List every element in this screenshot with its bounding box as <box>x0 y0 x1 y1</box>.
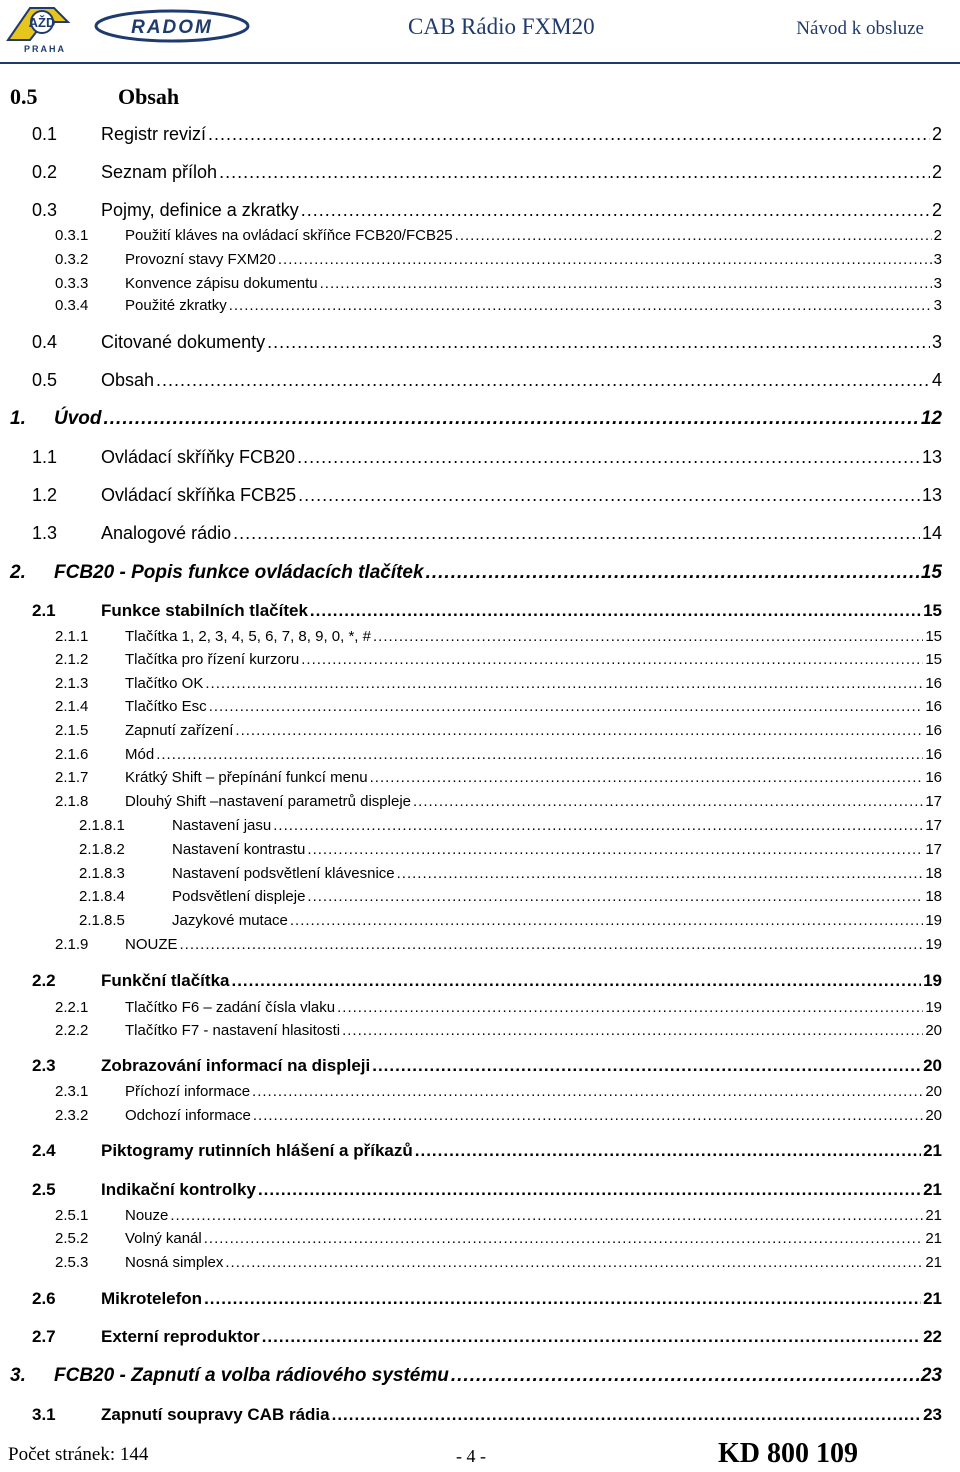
toc-page-number: 12 <box>920 408 942 429</box>
document-code: KD 800 109 <box>718 1438 858 1469</box>
dot-leader <box>320 275 932 292</box>
toc-entry[interactable] <box>32 1327 942 1347</box>
toc-title: Příchozí informace <box>125 1083 251 1100</box>
toc-page-number: 22 <box>923 1327 942 1346</box>
page-count: Počet stránek: 144 <box>8 1444 149 1465</box>
dot-leader <box>342 1022 923 1039</box>
toc-page-number: 15 <box>920 562 942 583</box>
toc-entry[interactable] <box>55 999 942 1016</box>
dot-leader <box>298 485 920 506</box>
toc-entry[interactable] <box>55 251 942 268</box>
dot-leader <box>205 675 923 692</box>
dot-leader <box>235 722 923 739</box>
toc-number: 2.1.2 <box>55 651 89 668</box>
toc-entry[interactable] <box>55 746 942 763</box>
toc-title: Odchozí informace <box>125 1107 251 1124</box>
toc-number: 0.3 <box>32 200 58 220</box>
toc-entry[interactable] <box>55 628 942 645</box>
toc-entry[interactable] <box>55 1022 942 1039</box>
toc-entry[interactable] <box>32 1405 942 1425</box>
toc-entry[interactable] <box>10 1365 942 1387</box>
dot-leader <box>426 562 919 584</box>
toc-number: 2.1.1 <box>55 628 89 645</box>
svg-text:PRAHA: PRAHA <box>24 44 67 54</box>
toc-title: Indikační kontrolky <box>101 1180 256 1199</box>
dot-leader <box>337 999 923 1016</box>
dot-leader <box>209 698 924 715</box>
toc-title: Tlačítka pro řízení kurzoru <box>125 651 300 668</box>
toc-page-number: 19 <box>923 971 942 990</box>
toc-number: 2.3 <box>32 1056 56 1075</box>
toc-page-number: 16 <box>925 675 942 692</box>
toc-title: Tlačítko Esc <box>125 698 207 715</box>
dot-leader <box>301 651 923 668</box>
toc-title: Externí reproduktor <box>101 1327 260 1346</box>
toc-page-number: 18 <box>925 888 942 905</box>
toc-page-number: 16 <box>925 769 942 786</box>
toc-page-number: 21 <box>923 1141 942 1160</box>
toc-title: Analogové rádio <box>101 523 232 543</box>
svg-text:AŽD: AŽD <box>28 15 56 30</box>
toc-entry[interactable] <box>55 1254 942 1271</box>
toc-entry[interactable] <box>55 1230 942 1247</box>
section-title: Obsah <box>118 84 180 109</box>
toc-entry[interactable] <box>55 769 942 786</box>
toc-title: Funkční tlačítka <box>101 971 230 990</box>
toc-number: 2.1.8.1 <box>79 817 125 834</box>
toc-entry[interactable] <box>32 162 942 183</box>
toc-entry[interactable] <box>32 1141 942 1161</box>
toc-entry[interactable] <box>79 865 942 882</box>
section-heading <box>10 84 179 110</box>
dot-leader <box>204 1289 921 1309</box>
toc-entry[interactable] <box>55 1207 942 1224</box>
toc-entry[interactable] <box>32 332 942 353</box>
toc-number: 2.5.2 <box>55 1230 89 1247</box>
toc-number: 2.1.8 <box>55 793 89 810</box>
dot-leader <box>262 1327 921 1347</box>
toc-number: 2.5 <box>32 1180 56 1199</box>
toc-number: 1.2 <box>32 485 58 505</box>
toc-page-number: 21 <box>923 1289 942 1308</box>
toc-number: 2.1.9 <box>55 936 89 953</box>
toc-title: Dlouhý Shift –nastavení parametrů displeje <box>125 793 411 810</box>
toc-page-number: 23 <box>923 1405 942 1424</box>
toc-number: 3.1 <box>32 1405 56 1424</box>
toc-title: Tlačítko OK <box>125 675 204 692</box>
toc-title: Nastavení podsvětlení klávesnice <box>172 865 395 882</box>
toc-page-number: 16 <box>925 722 942 739</box>
dot-leader <box>451 1365 919 1387</box>
toc-title: Nastavení kontrastu <box>172 841 306 858</box>
toc-title: Nastavení jasu <box>172 817 272 834</box>
dot-leader <box>231 971 921 991</box>
toc-title: Konvence zápisu dokumentu <box>125 275 318 292</box>
dot-leader <box>253 1107 923 1124</box>
toc-title: Krátký Shift – přepínání funkcí menu <box>125 769 368 786</box>
toc-page-number: 19 <box>925 999 942 1016</box>
toc-entry[interactable] <box>55 275 942 292</box>
toc-entry[interactable] <box>32 124 942 145</box>
toc-title: Ovládací skříňka FCB25 <box>101 485 297 505</box>
toc-page-number: 21 <box>923 1180 942 1199</box>
toc-entry[interactable] <box>55 1083 942 1100</box>
toc-title: Citované dokumenty <box>101 332 266 352</box>
toc-title: Ovládací skříňky FCB20 <box>101 447 296 467</box>
toc-title: Zapnutí zařízení <box>125 722 234 739</box>
dot-leader <box>370 769 924 786</box>
toc-entry[interactable] <box>79 888 942 905</box>
dot-leader <box>301 200 930 221</box>
toc-number: 3. <box>10 1365 26 1386</box>
toc-page-number: 20 <box>925 1107 942 1124</box>
toc-number: 2.1.8.3 <box>79 865 125 882</box>
toc-page-number: 3 <box>933 297 942 314</box>
toc-number: 2.3.2 <box>55 1107 89 1124</box>
dot-leader <box>397 865 924 882</box>
toc-entry[interactable] <box>55 227 942 244</box>
dot-leader <box>373 628 923 645</box>
toc-title: Pojmy, definice a zkratky <box>101 200 299 220</box>
toc-number: 0.3.4 <box>55 297 89 314</box>
toc-page-number: 15 <box>923 601 942 620</box>
dot-leader <box>219 162 930 183</box>
toc-number: 1. <box>10 408 26 429</box>
toc-title: Tlačítko F7 - nastavení hlasitosti <box>125 1022 341 1039</box>
dot-leader <box>180 936 924 953</box>
toc-page-number: 20 <box>925 1022 942 1039</box>
toc-number: 2. <box>10 562 26 583</box>
toc-number: 2.1.5 <box>55 722 89 739</box>
toc-title: Nosná simplex <box>125 1254 224 1271</box>
toc-entry[interactable] <box>32 447 942 468</box>
dot-leader <box>156 746 923 763</box>
toc-number: 2.6 <box>32 1289 56 1308</box>
dot-leader <box>170 1207 923 1224</box>
toc-page-number: 4 <box>931 370 942 390</box>
dot-leader <box>413 793 923 810</box>
toc-page-number: 17 <box>925 817 942 834</box>
toc-title: Provozní stavy FXM20 <box>125 251 276 268</box>
toc-page-number: 2 <box>931 124 942 144</box>
toc-title: Mód <box>125 746 155 763</box>
toc-page-number: 21 <box>925 1207 942 1224</box>
toc-entry[interactable] <box>10 562 942 584</box>
dot-leader <box>273 817 923 834</box>
dot-leader <box>332 1405 921 1425</box>
dot-leader <box>258 1180 921 1200</box>
toc-title: FCB20 - Zapnutí a volba rádiového systému <box>54 1365 449 1386</box>
dot-leader <box>267 332 930 353</box>
toc-number: 2.1.4 <box>55 698 89 715</box>
dot-leader <box>233 523 920 544</box>
toc-number: 2.1 <box>32 601 56 620</box>
document-title: CAB Rádio FXM20 <box>408 14 595 39</box>
dot-leader <box>208 124 930 145</box>
toc-number: 2.3.1 <box>55 1083 89 1100</box>
toc-page-number: 18 <box>925 865 942 882</box>
toc-entry[interactable] <box>10 408 942 430</box>
toc-page-number: 15 <box>925 628 942 645</box>
toc-number: 0.3.1 <box>55 227 89 244</box>
toc-page-number: 17 <box>925 841 942 858</box>
toc-entry[interactable] <box>32 1289 942 1309</box>
dot-leader <box>225 1254 923 1271</box>
toc-page-number: 3 <box>933 275 942 292</box>
toc-entry[interactable] <box>55 1107 942 1124</box>
toc-entry[interactable] <box>32 971 942 991</box>
toc-page-number: 16 <box>925 698 942 715</box>
page-number: - 4 - <box>456 1446 486 1466</box>
toc-page-number: 16 <box>925 746 942 763</box>
dot-leader <box>290 912 923 929</box>
toc-entry[interactable] <box>32 523 942 544</box>
azd-praha-logo <box>4 2 76 54</box>
toc-entry[interactable] <box>32 485 942 506</box>
dot-leader <box>372 1056 921 1076</box>
radom-logo <box>92 8 252 44</box>
dot-leader <box>104 408 919 430</box>
toc-title: Použití kláves na ovládací skříňce FCB20/FCB25 <box>125 227 453 244</box>
page-header <box>0 0 960 60</box>
toc-number: 2.7 <box>32 1327 56 1346</box>
toc-number: 0.3.3 <box>55 275 89 292</box>
toc-title: Použité zkratky <box>125 297 227 314</box>
dot-leader <box>252 1083 923 1100</box>
toc-number: 0.5 <box>32 370 58 390</box>
toc-page-number: 2 <box>931 200 942 220</box>
dot-leader <box>307 888 923 905</box>
toc-entry[interactable] <box>55 675 942 692</box>
toc-number: 0.2 <box>32 162 58 182</box>
toc-number: 2.5.3 <box>55 1254 89 1271</box>
toc-page-number: 14 <box>921 523 942 543</box>
dot-leader <box>204 1230 924 1247</box>
toc-entry[interactable] <box>55 297 942 314</box>
toc-number: 2.1.6 <box>55 746 89 763</box>
toc-entry[interactable] <box>79 841 942 858</box>
toc-title: Nouze <box>125 1207 169 1224</box>
toc-title: Tlačítka 1, 2, 3, 4, 5, 6, 7, 8, 9, 0, *, # <box>125 628 371 645</box>
toc-page-number: 3 <box>933 251 942 268</box>
dot-leader <box>229 297 932 314</box>
toc-entry[interactable] <box>79 912 942 929</box>
toc-page-number: 2 <box>933 227 942 244</box>
dot-leader <box>156 370 930 391</box>
toc-title: Obsah <box>101 370 155 390</box>
toc-entry[interactable] <box>79 817 942 834</box>
dot-leader <box>278 251 932 268</box>
toc-entry[interactable] <box>55 936 942 953</box>
toc-number: 0.3.2 <box>55 251 89 268</box>
toc-number: 2.1.7 <box>55 769 89 786</box>
toc-entry[interactable] <box>55 722 942 739</box>
toc-number: 2.4 <box>32 1141 56 1160</box>
toc-title: Zapnutí soupravy CAB rádia <box>101 1405 330 1424</box>
toc-title: FCB20 - Popis funkce ovládacích tlačítek <box>54 562 424 583</box>
toc-title: Registr revizí <box>101 124 207 144</box>
document-type: Návod k obsluze <box>796 18 924 39</box>
toc-page-number: 20 <box>923 1056 942 1075</box>
toc-title: Zobrazování informací na displeji <box>101 1056 371 1075</box>
toc-page-number: 13 <box>921 485 942 505</box>
toc-entry[interactable] <box>32 370 942 391</box>
toc-number: 2.5.1 <box>55 1207 89 1224</box>
toc-number: 1.1 <box>32 447 58 467</box>
toc-entry[interactable] <box>55 651 942 668</box>
toc-title: Podsvětlení displeje <box>172 888 306 905</box>
toc-page-number: 15 <box>925 651 942 668</box>
toc-number: 0.4 <box>32 332 58 352</box>
toc-page-number: 21 <box>925 1254 942 1271</box>
toc-number: 2.1.8.5 <box>79 912 125 929</box>
toc-title: Jazykové mutace <box>172 912 288 929</box>
toc-page-number: 19 <box>925 936 942 953</box>
toc-page-number: 17 <box>925 793 942 810</box>
dot-leader <box>297 447 920 468</box>
toc-title: Tlačítko F6 – zadání čísla vlaku <box>125 999 336 1016</box>
toc-number: 2.1.8.4 <box>79 888 125 905</box>
toc-title: NOUZE <box>125 936 178 953</box>
toc-entry[interactable] <box>32 1056 942 1076</box>
section-number: 0.5 <box>10 84 38 109</box>
toc-title: Úvod <box>54 408 102 429</box>
dot-leader <box>455 227 932 244</box>
toc-number: 0.1 <box>32 124 58 144</box>
toc-page-number: 23 <box>920 1365 942 1386</box>
toc-page-number: 19 <box>925 912 942 929</box>
toc-page-number: 2 <box>931 162 942 182</box>
toc-number: 2.2.1 <box>55 999 89 1016</box>
toc-page-number: 13 <box>921 447 942 467</box>
toc-number: 2.2 <box>32 971 56 990</box>
header-divider <box>0 62 960 64</box>
toc-number: 1.3 <box>32 523 58 543</box>
toc-title: Piktogramy rutinních hlášení a příkazů <box>101 1141 413 1160</box>
dot-leader <box>415 1141 921 1161</box>
toc-page-number: 3 <box>931 332 942 352</box>
toc-title: Volný kanál <box>125 1230 202 1247</box>
toc-number: 2.2.2 <box>55 1022 89 1039</box>
toc-entry[interactable] <box>32 200 942 221</box>
toc-entry[interactable] <box>32 1180 942 1200</box>
toc-title: Funkce stabilních tlačítek <box>101 601 308 620</box>
toc-entry[interactable] <box>32 601 942 621</box>
toc-number: 2.1.3 <box>55 675 89 692</box>
toc-number: 2.1.8.2 <box>79 841 125 858</box>
toc-entry[interactable] <box>55 793 942 810</box>
dot-leader <box>307 841 923 858</box>
toc-entry[interactable] <box>55 698 942 715</box>
toc-title: Mikrotelefon <box>101 1289 203 1308</box>
toc-page-number: 20 <box>925 1083 942 1100</box>
dot-leader <box>310 601 921 621</box>
toc-page-number: 21 <box>925 1230 942 1247</box>
toc-title: Seznam příloh <box>101 162 218 182</box>
svg-text:RADOM: RADOM <box>131 17 213 38</box>
